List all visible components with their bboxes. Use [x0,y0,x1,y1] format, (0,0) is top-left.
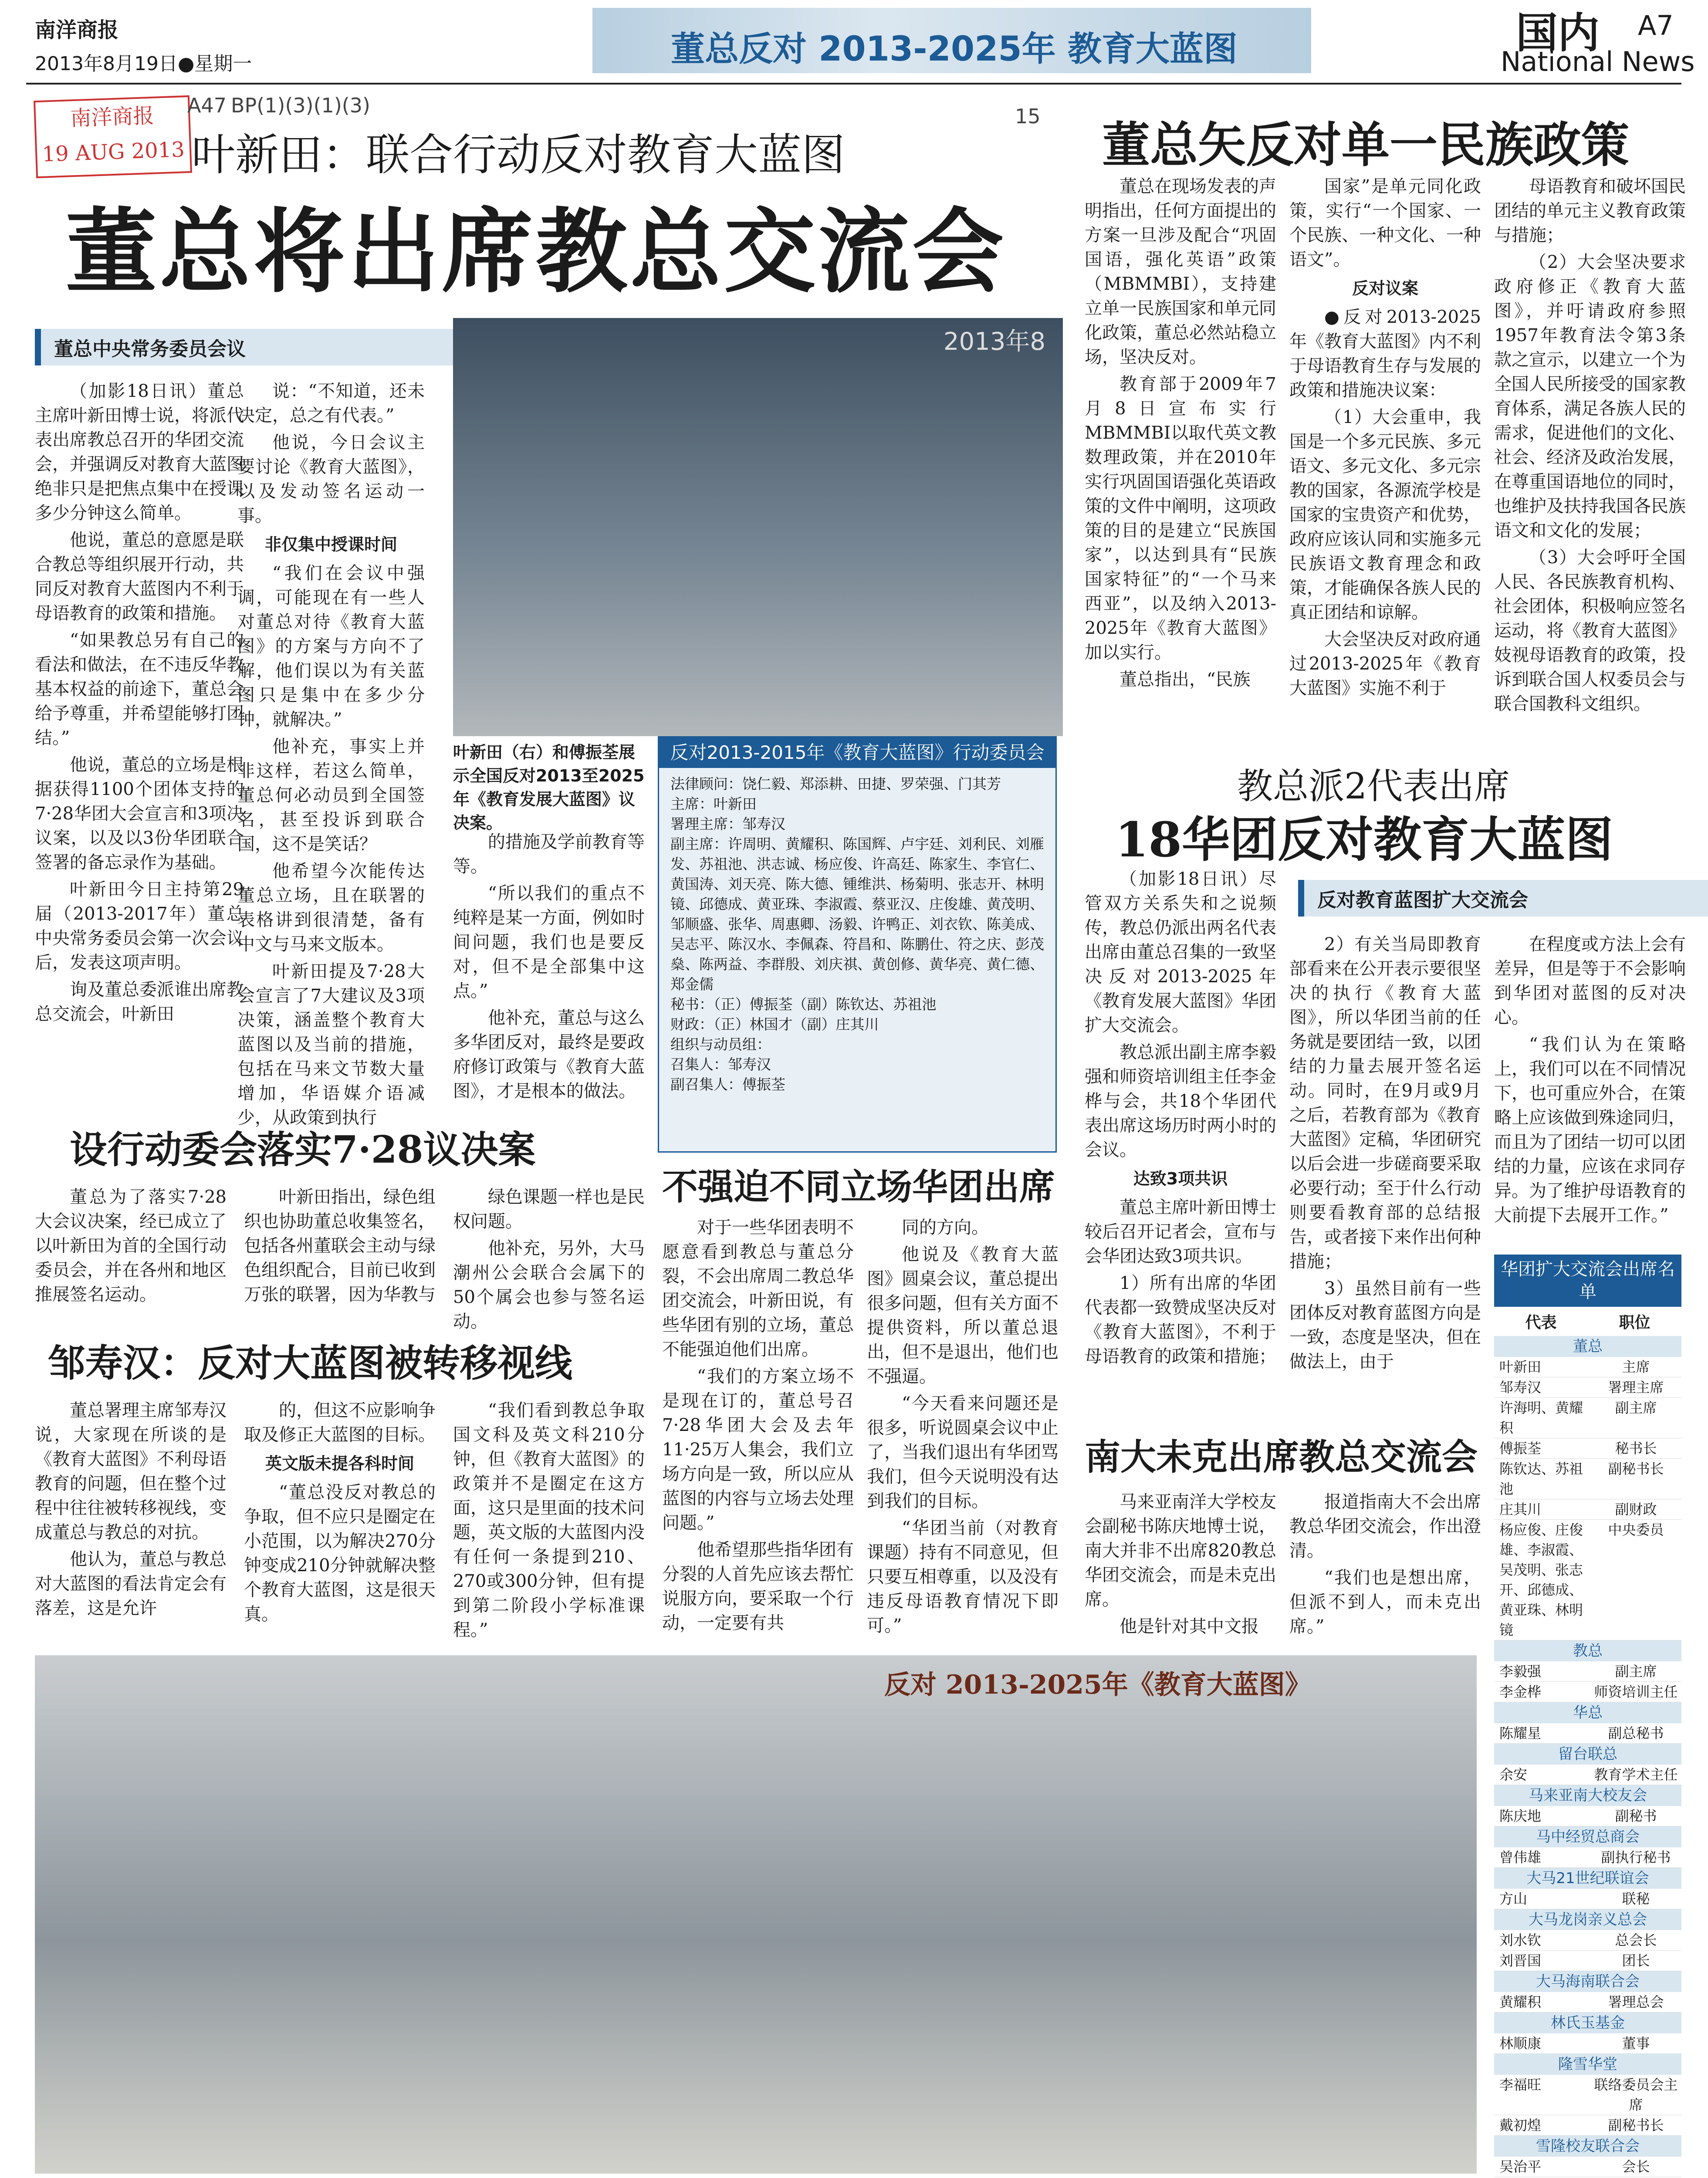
article-column [1494,174,1686,719]
article-column [1494,932,1686,1230]
attendee-position: 副主席 [1615,1663,1657,1680]
subhead: 非仅集中授课时间 [264,535,397,554]
attendee-position: 副财政 [1615,1501,1657,1518]
column-header: 职位 [1619,1314,1651,1332]
paragraph: （3）大会呼吁全国人民、各民族教育机构、社会团体，积极响应签名运动，将《教育大蓝图》妓视母语教育的政策，投诉到联合国人权委员会与联合国教科文组织。 [1494,548,1686,714]
paragraph: 1）所有出席的华团代表都一致赞成坚决反对《教育大蓝图》，不利于母语教育的政策和措施； [1085,1273,1276,1366]
paragraph: 2）有关当局即教育部看来在公开表示要很坚决的执行《教育大蓝图》，所以华团当前的任务就是要团结一致，以团结的力量去展开签名运动。同时，在9月或9月之后，若教育部为《教育大蓝图》定稿，华团研究以后会进一步磋商要采取必要行动；至于什么行动则要看教育部的总结报告，或者接下来作出何种措施； [1289,934,1481,1272]
attendee-name: 杨应俊、庄俊雄、李淑霞、吴茂明、张志开、邱德成、黄亚珠、林明镜 [1499,1522,1583,1638]
attendee-position: 团长 [1622,1952,1650,1969]
dateline: 2013年8月19日●星期一 [35,53,252,75]
attendee-list-header [1494,1307,1681,1336]
stamp-date: 19 AUG 2013 [41,137,185,167]
paragraph: “我们看到教总争取国文科及英文科210分钟，但《教育大蓝图》的政策并不是圈定在这方面，这只是里面的技术问题，英文版的大蓝图内没有任何一条提到210、270或300分钟，但有提到第二阶段小学标准课程。” [453,1400,645,1640]
attendee-row [1494,1806,1681,1826]
paragraph: 他说，董总的意愿是联合教总等组织展开行动，共同反对教育大蓝图内不利于母语教育的政策和措施。 [35,530,244,623]
paragraph: “我们的方案立场不是现在订的，董总号召7·28华团大会及去年11·25万人集会，我们立场方向是一致，所以应从蓝图的内容与立场去处理问题。” [662,1366,854,1533]
attendee-name: 傅振荃 [1499,1440,1542,1457]
article-column [244,1185,436,1309]
stamp-name: 南洋商报 [70,103,155,131]
paragraph: 3）虽然目前有一些团体反对教育蓝图方向是一致，态度是坚决，但在做法上，由于 [1289,1278,1481,1372]
attendee-row [1494,1357,1681,1377]
handwritten-note: BP(1)(3)(1)(3) [231,94,370,117]
paragraph: “我们也是想出席，但派不到人，而未克出席。” [1289,1568,1481,1637]
paragraph: 他说及《教育大蓝图》圆桌会议，董总提出很多问题，但有关方面不提供资料，所以董总退出，但不是退出，他们也不强逼。 [867,1245,1059,1387]
paragraph: （加影18日讯）尽管双方关系失和之说频传，教总仍派出两名代表出席由董总召集的一致坚决反对2013-2025年《教育发展大蓝图》华团扩大交流会。 [1085,869,1276,1035]
paragraph: 说：“不知道，还未决定，总之有代表。” [237,381,425,426]
article-headline: 18华团反对教育大蓝图 [1115,812,1613,868]
attendee-position: 董事 [1622,2035,1650,2052]
article-column [1085,867,1276,1371]
paragraph: 他希望今次能传达董总立场，且在联署的表格讲到很清楚，备有中文与马来文版本。 [237,861,425,954]
attendee-position: 副总秘书 [1608,1725,1664,1742]
committee-line: 主席：叶新田 [670,795,757,812]
article-column [1289,1490,1481,1641]
paragraph: （2）大会坚决要求政府修正《教育大蓝图》，并吁请政府参照1957年教育法令第3条款之宣示，以建立一个为全国人民所接受的国家教育体系，满足各族人民的需求，促进他们的文化、社会、经济及政治发展，在尊重国语地位的同时，也维护及扶持我国各民族语文和文化的发展； [1494,252,1686,541]
handwritten-note: A47 [187,94,227,117]
article-column [237,379,425,1133]
committee-line: 召集人：邹寿汉 [670,1056,771,1073]
attendee-position: 署理总会 [1608,1994,1664,2010]
paragraph: “今天看来问题还是很多，听说圆桌会议中止了，当我们退出有华团骂我们，但今天说明没有达到我们的目标。 [867,1393,1059,1511]
section-title-en: National News [1501,46,1695,78]
attendee-org: 隆雪华堂 [1494,2054,1681,2075]
paragraph: 母语教育和破坏国民团结的单元主义教育政策与措施； [1494,176,1686,245]
attendee-name: 李福旺 [1499,2077,1542,2093]
attendee-name: 戴初煌 [1499,2117,1542,2134]
paragraph: 他补充，董总与这么多华团反对，最终是要政府修订政策与《教育大蓝图》，才是根本的做法。 [453,1008,645,1101]
attendee-position: 联秘 [1622,1891,1650,1907]
subhead: 达致3项共识 [1133,1169,1228,1188]
handwritten-note: 15 [1015,105,1041,128]
article-kicker: 教总派2代表出席 [1237,766,1510,807]
header-rule [26,83,1681,85]
attendee-name: 庄其川 [1499,1501,1542,1518]
attendee-name: 曾伟雄 [1499,1849,1542,1866]
paragraph: “华团当前（对教育课题）持有不同意见，但只要互相尊重，以及没有违反母语教育情况下即可。” [867,1518,1059,1636]
attendee-org: 教总 [1494,1640,1681,1661]
attendee-row [1494,1499,1681,1520]
attendee-name: 李金桦 [1499,1684,1542,1700]
attendee-row [1494,1765,1681,1785]
attendee-name: 陈庆地 [1499,1808,1542,1824]
paragraph: 董总主席叶新田博士较后召开记者会，宣布与会华团达致3项共识。 [1085,1197,1276,1266]
committee-line: 署理主席：邹寿汉 [670,815,785,832]
attendee-row [1494,1951,1681,1971]
attendee-row [1494,1398,1681,1438]
section-box-head: 反对教育蓝图扩大交流会 [1298,880,1708,917]
paragraph: 他说，今日会议主要讨论《教育大蓝图》，以及发动签名运动一事。 [237,433,425,526]
attendee-name: 黄耀积 [1499,1994,1542,2010]
attendee-name: 陈钦达、苏祖池 [1499,1461,1583,1497]
committee-line: 副主席：许周明、黄耀积、陈国辉、卢宇廷、刘利民、刘雁发、苏祖池、洪志诚、杨应俊、许高廷、陈家生、李官仁、黄国涛、刘天亮、陈大德、锺维洪、杨菊明、张志开、林明镜、邱德成、黄亚珠、李淑霞、蔡亚汉、庄俊雄、黄茂明、邹顺盛、张华、周惠卿、汤毅、许鸭正、刘衣钦、陈美成、吴志平、陈汉水、李佩森、符昌和、陈鹏仕、符之庆、彭茂燊、陈两益、李群殷、刘庆祺、黄创修、黄华亮、黄仁德、郑金儒 [670,835,1044,993]
committee-line: 秘书：（正）傅振荃（副）陈钦达、苏祖池 [670,996,937,1013]
attendee-row [1494,1992,1681,2012]
paragraph: 他说，董总的立场是根据获得1100个团体支持的7·28华团大会宣言和3项决议案，以及以3份华团联合签署的备忘录作为基础。 [35,755,244,873]
paragraph: “董总没反对教总的争取，但不应只是圈定在小范围，以为解决270分钟变成210分钟就解决整个教育大蓝图，这是很天真。 [244,1482,436,1624]
paragraph: 叶新田今日主持第29届（2013-2017年）董总中央常务委员会第一次会议后，发表这项声明。 [35,879,244,973]
article-column [1085,1490,1276,1641]
attendee-row [1494,1377,1681,1398]
attendee-row [1494,1682,1681,1702]
attendee-name: 刘晋国 [1499,1952,1542,1969]
committee-line: 法律顾问：饶仁毅、郑添耕、田捷、罗荣强、门其芳 [670,775,1001,792]
committee-title: 反对2013-2015年《教育大蓝图》行动委员会 [659,737,1055,768]
paragraph: 马来亚南洋大学校友会副秘书陈庆地博士说，南大并非不出席820教总华团交流会，而是未克出席。 [1085,1492,1276,1610]
committee-line: 组织与动员组： [670,1036,771,1053]
article-column [35,1398,227,1623]
article-column [453,1398,645,1645]
masthead: 南洋商报 [35,18,119,42]
paragraph: “如果教总另有自己的看法和做法，在不违反华教基本权益的前途下，董总会给予尊重，并希望能够打团结。” [35,630,244,748]
page-number: A7 [1638,10,1674,41]
attendee-name: 李毅强 [1499,1663,1542,1680]
committee-list [659,768,1055,1101]
photo-caption: 叶新田（右）和傅振荃展示全国反对2013至2025年《教育发展大蓝图》议决案。 [453,743,645,832]
paragraph: 董总指出，“民族 [1120,670,1251,690]
paragraph: 的，但这不应影响争取及修正大蓝图的目标。 [244,1400,436,1445]
paragraph: “所以我们的重点不纯粹是某一方面，例如时间问题，我们也是要反对，但不是全部集中这点。” [453,883,645,1001]
attendee-position: 副秘书长 [1608,2117,1664,2134]
paragraph: 教育部于2009年7月8日宣布实行MBMMBI以取代英文教数理政策，并在2010年实行巩固国语强化英语政策的文件中阐明，这项政策的目的是建立“民族国家”，以达到具有“民族国家特征”的“一个马来西亚”，以及纳入2013-2025年《教育大蓝图》加以实行。 [1085,374,1276,663]
paragraph: 询及董总委派谁出席教总交流会，叶新田 [35,980,244,1024]
attendee-org: 留台联总 [1494,1744,1681,1765]
attendee-row [1494,1847,1681,1868]
header-banner-text: 董总反对 2013-2025年 教育大蓝图 [671,30,1238,69]
article-kicker: 叶新田：联合行动反对教育大蓝图 [192,129,845,180]
article-column [244,1398,436,1629]
article-headline: 南大未克出席教总交流会 [1085,1436,1478,1478]
paragraph: 大会坚决反对政府通过2013-2025年《教育大蓝图》实施不利于 [1289,629,1481,698]
attendee-position: 师资培训主任 [1594,1684,1678,1700]
paragraph: （1）大会重申，我国是一个多元民族、多元语文、多元文化、多元宗教的国家，各源流学校是国家的宝贵资产和优势，政府应该认同和实施多元民族语文教育理念和政策，才能确保各族人民的真正团结和谅解。 [1289,407,1481,622]
article-headline: 邹寿汉：反对大蓝图被转移视线 [48,1341,572,1385]
attendee-row [1494,1723,1681,1744]
paragraph: 对于一些华团表明不愿意看到教总与董总分裂，不会出席周二教总华团交流会，叶新田说，有些华团有别的立场，董总不能强迫他们出席。 [662,1218,854,1360]
article-column [662,1215,854,1638]
attendee-position: 总会长 [1615,1932,1657,1948]
committee-line: 财政：（正）林国才（副）庄其川 [670,1016,879,1033]
attendee-row [1494,1889,1681,1909]
section-box-head: 董总中央常务委员会议 [35,329,468,365]
attendee-org: 马中经贸总商会 [1494,1826,1681,1847]
paragraph: 他是针对其中文报 [1120,1617,1259,1637]
attendee-name: 叶新田 [1499,1359,1542,1375]
paragraph: 绿色课题一样也是民权问题。 [453,1187,645,1231]
attendee-org: 大马21世纪联谊会 [1494,1868,1681,1889]
attendee-row [1494,1459,1681,1499]
paragraph: 他补充，事实上并非这样，若这么简单，董总何必动员到全国签名，甚至投诉到联合国，这不是笑话？ [237,737,425,854]
attendee-row [1494,2033,1681,2054]
paragraph: ●反对2013-2025年《教育大蓝图》内不利于母语教育生存与发展的政策和措施决议案： [1289,307,1481,400]
attendee-row [1494,2157,1681,2177]
attendee-position: 联络委员会主席 [1594,2077,1678,2113]
paragraph: 叶新田指出，绿色组织也协助董总收集签名，包括各州董联会主动与绿色组织配合，目前已收到万张的联署，因为华教与 [244,1187,436,1305]
paragraph: 董总署理主席邹寿汉说，大家现在所谈的是《教育大蓝图》不利母语教育的问题，但在整个过程中往往被转移视线，变成董总与教总的对抗。 [35,1400,227,1542]
paragraph: 教总派出副主席李毅强和师资培训组主任李金桦与会，共18个华团代表出席这场历时两小时的会议。 [1085,1042,1276,1160]
paragraph: 叶新田提及7·28大会宣言了7大建议及3项决策，涵盖整个教育大蓝图以及当前的措施，包括在马来文节数大量增加，华语媒介语减少，从政策到执行 [237,961,425,1128]
attendee-row [1494,1520,1681,1640]
paragraph: 国家”是单元同化政策，实行“一个国家、一个民族、一种文化、一种语文”。 [1289,176,1481,270]
attendee-org: 董总 [1494,1336,1681,1357]
paragraph: 他希望那些指华团有分裂的人首先应该去帮忙说服方向，要采取一个行动，一定要有共 [662,1540,854,1633]
attendee-name: 许海明、黄耀积 [1499,1400,1583,1436]
article-column [867,1215,1059,1640]
article-column [453,830,645,1106]
article-column [1289,174,1481,703]
attendee-org: 林氏玉基金 [1494,2012,1681,2033]
attendee-name: 余安 [1499,1766,1528,1783]
article-headline: 设行动委会落实7·28议决案 [70,1128,536,1172]
main-headline: 董总将出席教总交流会 [65,198,1007,305]
attendee-name: 刘水钦 [1499,1932,1542,1948]
attendee-name: 林顺康 [1499,2035,1542,2052]
attendee-org: 华总 [1494,1702,1681,1723]
article-photo [453,318,1063,736]
attendee-name: 陈耀星 [1499,1725,1542,1742]
photo-banner: 反对 2013-2025年《教育大蓝图》 [884,1670,1311,1700]
article-column [35,1185,227,1309]
paragraph: “我们认为在策略上，我们可以在不同情况下，也可重应外合，在策略上应该做到殊途同归，而且为了团结一切可以团结的力量，应该在求同存异。为了维护母语教育的大前提下去展开工作。” [1494,1035,1686,1225]
article-column [1289,932,1481,1376]
committee-box [658,736,1057,1153]
paragraph: 他认为，董总与教总对大蓝图的看法肯定会有落差，这是允许 [35,1549,227,1618]
article-headline: 不强迫不同立场华团出席 [662,1166,1055,1208]
attendee-row [1494,2075,1681,2115]
attendee-list-title: 华团扩大交流会出席名单 [1494,1255,1681,1307]
attendee-position: 副主席 [1615,1400,1657,1416]
subhead: 英文版未提各科时间 [265,1454,414,1473]
attendee-name: 方山 [1499,1891,1528,1907]
article-column [453,1185,645,1336]
paragraph: 的措施及学前教育等等。 [453,832,645,876]
attendee-groups [1494,1336,1681,2178]
attendee-name: 吴治平 [1499,2158,1542,2175]
attendee-position: 会长 [1622,2158,1650,2175]
group-photo [35,1655,1477,2174]
paragraph: 董总在现场发表的声明指出，任何方面提出的方案一旦涉及配合“巩固国语，强化英语”政策（MBMMBI），支持建立单一民族国家和单元同化政策，董总必然站稳立场，坚决反对。 [1085,176,1276,367]
paragraph: 同的方向。 [902,1218,989,1238]
paragraph: 报道指南大不会出席教总华团交流会，作出澄清。 [1289,1492,1481,1561]
paragraph: （加影18日讯）董总主席叶新田博士说，将派代表出席教总召开的华团交流会，并强调反对教育大蓝图绝非只是把焦点集中在授课多少分钟这么简单。 [35,381,244,523]
attendee-position: 副秘书长 [1608,1461,1664,1477]
attendee-position: 秘书长 [1615,1440,1657,1457]
attendee-row [1494,1438,1681,1459]
attendee-position: 署理主席 [1608,1379,1664,1396]
paragraph: “我们在会议中强调，可能现在有一些人对董总对待《教育大蓝图》的方案与方向不了解，他们误以为有关蓝图只是集中在多少分钟，就解决。” [237,563,425,730]
attendee-position: 教育学术主任 [1594,1766,1678,1783]
clipping-stamp [34,95,192,178]
article-column [1085,174,1276,694]
paragraph: 董总为了落实7·28大会议决案，经已成立了以叶新田为首的全国行动委员会，并在各州和地区推展签名运动。 [35,1187,227,1305]
attendee-position: 主席 [1622,1359,1650,1375]
paragraph: 他补充，另外，大马潮州公会联合会属下的50个属会也参与签名运动。 [453,1238,645,1332]
committee-line: 副召集人：傅振荃 [670,1076,785,1093]
attendee-name: 邹寿汉 [1499,1379,1542,1396]
article-headline: 董总矢反对单一民族政策 [1102,117,1629,173]
attendee-row [1494,2115,1681,2136]
attendee-position: 中央委员 [1608,1522,1664,1538]
attendee-row [1494,1661,1681,1682]
attendee-org: 马来亚南大校友会 [1494,1785,1681,1806]
paragraph: 在程度或方法上会有差异，但是等于不会影响到华团对蓝图的反对决心。 [1494,934,1686,1028]
attendee-org: 雪隆校友联合会 [1494,2136,1681,2157]
subhead: 反对议案 [1352,279,1418,298]
attendee-position: 副秘书 [1615,1808,1657,1824]
photo-date-stamp: 2013年8 [943,328,1045,356]
article-column [35,379,244,1029]
attendee-org: 大马龙岗亲义总会 [1494,1909,1681,1930]
column-header: 代表 [1525,1314,1557,1332]
attendee-row [1494,1930,1681,1951]
attendee-list [1494,1255,1681,2178]
section-title: 国内 [1516,9,1600,57]
attendee-position: 副执行秘书 [1601,1849,1671,1866]
attendee-org: 大马海南联合会 [1494,1971,1681,1992]
